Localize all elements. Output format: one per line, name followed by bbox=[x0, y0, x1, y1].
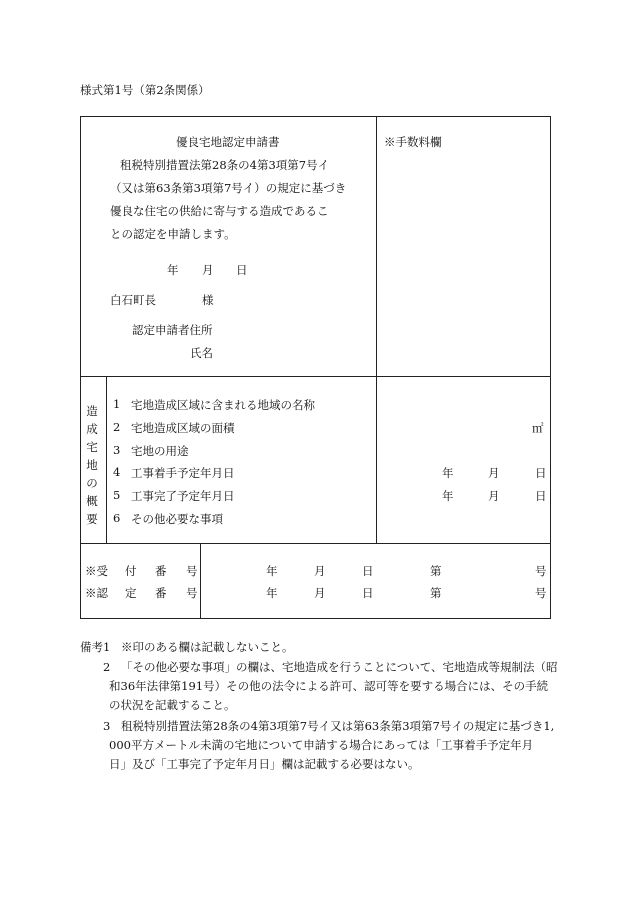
note-3-line: 租税特別措置法第28条の4第3項第7号イ又は第63条第3項第7号イの規定に基づき1, bbox=[121, 719, 555, 733]
note-2-line: の状況を記載すること。 bbox=[109, 698, 236, 712]
overview-item-num: 3 bbox=[113, 443, 121, 457]
certification-label-char: 定 bbox=[125, 586, 137, 600]
overview-item-num: 6 bbox=[113, 511, 121, 525]
note-3-num: 3 bbox=[103, 719, 111, 733]
receipt-label-char: 付 bbox=[125, 564, 137, 578]
application-title: 優良宅地認定申請書 bbox=[176, 135, 280, 149]
certification-day: 日 bbox=[362, 586, 374, 600]
fee-field-label: ※手数料欄 bbox=[384, 135, 442, 149]
certification-dai: 第 bbox=[430, 586, 442, 600]
overview-item-num: 1 bbox=[113, 397, 121, 411]
certification-label-char: ※認 bbox=[85, 586, 108, 600]
start-date-day: 日 bbox=[535, 466, 547, 480]
overview-vertical-char: 要 bbox=[86, 512, 98, 526]
area-unit: ㎡ bbox=[532, 421, 544, 435]
receipt-label-char: ※受 bbox=[85, 564, 108, 578]
table-divider-col-receipt bbox=[200, 543, 201, 619]
overview-item-num: 4 bbox=[113, 465, 121, 479]
note-3-line: 日」及び「工事完了予定年月日」欄は記載する必要はない。 bbox=[109, 757, 420, 771]
note-2-num: 2 bbox=[103, 660, 111, 674]
receipt-month: 月 bbox=[314, 564, 326, 578]
overview-vertical-char: 造 bbox=[86, 404, 98, 418]
overview-vertical-char: 地 bbox=[86, 458, 98, 472]
applicant-name-label: 氏名 bbox=[190, 346, 213, 360]
note-2-line: 和36年法律第191号）その他の法令による許可、認可等を要する場合には、その手続 bbox=[109, 679, 549, 693]
overview-vertical-label bbox=[86, 402, 98, 528]
table-divider-row1 bbox=[80, 376, 551, 377]
notes-head: 備考1 bbox=[80, 640, 111, 654]
addressee-honorific: 様 bbox=[202, 293, 214, 307]
table-border-top bbox=[80, 116, 551, 117]
overview-item-label: その他必要な事項 bbox=[131, 512, 223, 526]
application-body-line: 租税特別措置法第28条の4第3項第7号イ bbox=[120, 158, 330, 172]
end-date-year: 年 bbox=[442, 489, 454, 503]
addressee: 白石町長 bbox=[110, 293, 156, 307]
note-1-text: ※印のある欄は記載しないこと。 bbox=[121, 640, 294, 654]
application-body-line: （又は第63条第3項第7号イ）の規定に基づき bbox=[110, 181, 347, 195]
application-date-month: 月 bbox=[202, 263, 214, 277]
application-date-year: 年 bbox=[167, 263, 179, 277]
overview-vertical-char: 概 bbox=[86, 494, 98, 508]
application-body-line: との認定を申請します。 bbox=[110, 227, 236, 241]
certification-label-char: 号 bbox=[186, 586, 198, 600]
end-date-month: 月 bbox=[488, 489, 500, 503]
application-date-day: 日 bbox=[236, 263, 248, 277]
table-divider-row2 bbox=[80, 543, 551, 544]
application-body-line: 優良な住宅の供給に寄与する造成であるこ bbox=[110, 204, 329, 218]
certification-go: 号 bbox=[535, 586, 547, 600]
overview-item-label: 宅地造成区域に含まれる地域の名称 bbox=[131, 398, 315, 412]
overview-item-label: 宅地造成区域の面積 bbox=[131, 421, 235, 435]
note-3-line: 000平方メートル未満の宅地について申請する場合にあっては「工事着手予定年月 bbox=[109, 738, 534, 752]
receipt-dai: 第 bbox=[430, 564, 442, 578]
table-divider-col-label bbox=[106, 376, 107, 544]
overview-vertical-char: 宅 bbox=[86, 440, 98, 454]
receipt-go: 号 bbox=[535, 564, 547, 578]
form-number-label: 様式第1号（第2条関係） bbox=[80, 83, 210, 97]
note-2-line: 「その他必要な事項」の欄は、宅地造成を行うことについて、宅地造成等規制法（昭 bbox=[121, 660, 558, 674]
certification-month: 月 bbox=[314, 586, 326, 600]
receipt-label-char: 番 bbox=[155, 564, 167, 578]
receipt-day: 日 bbox=[362, 564, 374, 578]
receipt-year: 年 bbox=[266, 564, 278, 578]
table-divider-col-right bbox=[376, 116, 377, 544]
overview-vertical-char: の bbox=[86, 476, 98, 490]
overview-item-num: 2 bbox=[113, 420, 121, 434]
overview-item-label: 宅地の用途 bbox=[131, 444, 189, 458]
overview-item-label: 工事完了予定年月日 bbox=[131, 489, 235, 503]
receipt-label-char: 号 bbox=[186, 564, 198, 578]
overview-item-num: 5 bbox=[113, 488, 121, 502]
certification-label-char: 番 bbox=[155, 586, 167, 600]
start-date-month: 月 bbox=[488, 466, 500, 480]
certification-year: 年 bbox=[266, 586, 278, 600]
end-date-day: 日 bbox=[535, 489, 547, 503]
applicant-address-label: 認定申請者住所 bbox=[132, 323, 213, 337]
start-date-year: 年 bbox=[442, 466, 454, 480]
overview-vertical-char: 成 bbox=[86, 422, 98, 436]
table-border-bottom bbox=[80, 618, 551, 619]
overview-item-label: 工事着手予定年月日 bbox=[131, 466, 235, 480]
